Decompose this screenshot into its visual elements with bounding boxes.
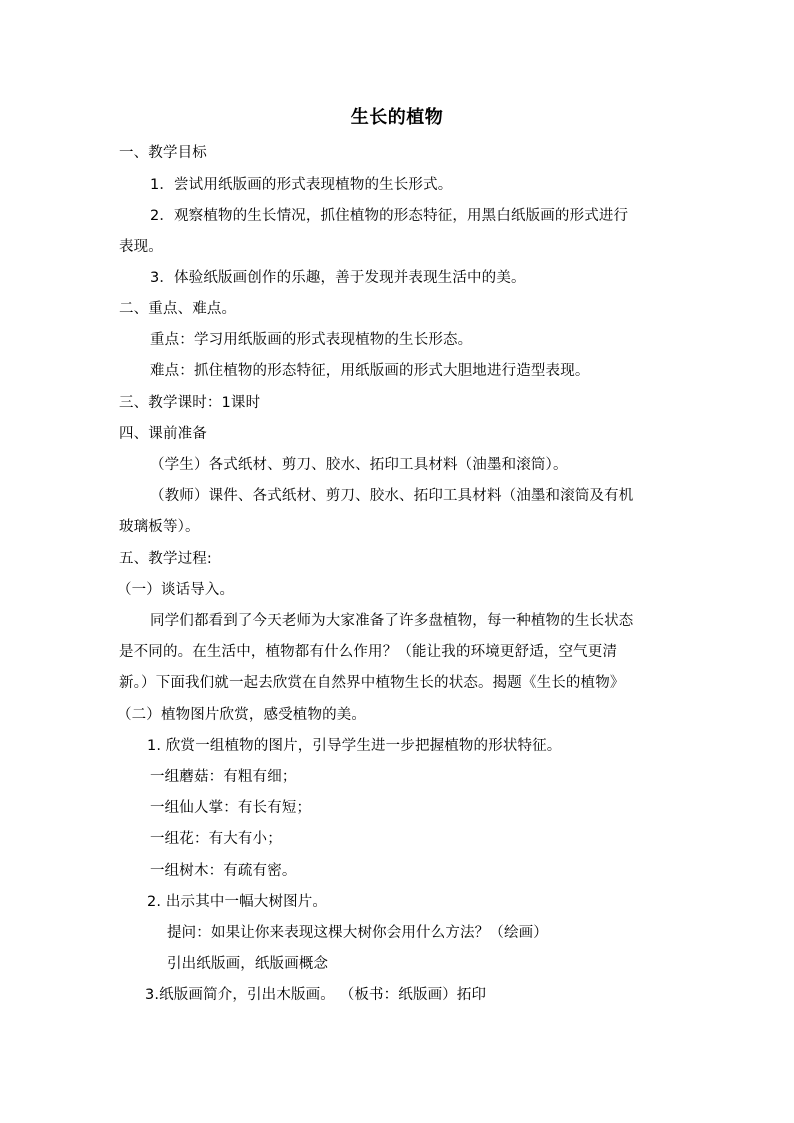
process-sub-item-3: 3.纸版画简介，引出木版画。 （板书：纸版画）拓印 xyxy=(145,987,487,1003)
section-heading-process: 五、教学过程: xyxy=(119,551,212,567)
plant-group-flower: 一组花：有大有小； xyxy=(150,831,282,847)
objective-item-2-continued: 表现。 xyxy=(119,239,163,255)
plant-group-cactus: 一组仙人掌：有长有短； xyxy=(150,800,312,816)
key-point-focus: 重点：学习用纸版画的形式表现植物的生长形态。 xyxy=(150,332,473,348)
section-heading-preparation: 四、课前准备 xyxy=(119,426,207,442)
plant-group-trees: 一组树木：有疏有密。 xyxy=(150,863,297,879)
process-sub-item-2: 2. 出示其中一幅大树图片。 xyxy=(147,894,328,910)
process-step-1-heading: （一）谈话导入。 xyxy=(117,582,235,598)
process-step-2-heading: （二）植物图片欣赏，感受植物的美。 xyxy=(117,707,367,723)
preparation-teacher-continued: 玻璃板等）。 xyxy=(119,519,200,535)
process-paragraph-line-1: 同学们都看到了今天老师为大家准备了许多盘植物，每一种植物的生长状态 xyxy=(150,613,634,629)
process-sub-item-1: 1. 欣赏一组植物的图片，引导学生进一步把握植物的形状特征。 xyxy=(147,738,562,754)
preparation-students: （学生）各式纸材、剪刀、胶水、拓印工具材料（油墨和滚筒）。 xyxy=(150,457,568,473)
plant-group-mushroom: 一组蘑菇：有粗有细； xyxy=(150,769,297,785)
process-question: 提问：如果让你来表现这棵大树你会用什么方法？（绘画） xyxy=(167,925,548,941)
process-paragraph-line-2: 是不同的。在生活中，植物都有什么作用？（能让我的环境更舒适，空气更清 xyxy=(119,644,618,660)
process-introduce-paper-print: 引出纸版画，纸版画概念 xyxy=(167,956,329,972)
document-title: 生长的植物 xyxy=(350,107,444,128)
section-heading-key-points: 二、重点、难点。 xyxy=(119,301,237,317)
process-paragraph-line-3: 新。）下面我们就一起去欣赏在自然界中植物生长的状态。揭题《生长的植物》 xyxy=(119,675,625,691)
objective-item-3: 3．体验纸版画创作的乐趣，善于发现并表现生活中的美。 xyxy=(150,270,526,286)
section-heading-objectives: 一、教学目标 xyxy=(119,145,207,161)
section-heading-class-hours: 三、教学课时：1课时 xyxy=(119,395,261,411)
key-point-difficulty: 难点：抓住植物的形态特征，用纸版画的形式大胆地进行造型表现。 xyxy=(150,363,590,379)
objective-item-1: 1．尝试用纸版画的形式表现植物的生长形式。 xyxy=(150,177,453,193)
preparation-teacher: （教师）课件、各式纸材、剪刀、胶水、拓印工具材料（油墨和滚筒及有机 xyxy=(150,488,634,504)
objective-item-2: 2．观察植物的生长情况，抓住植物的形态特征，用黑白纸版画的形式进行 xyxy=(150,208,629,224)
